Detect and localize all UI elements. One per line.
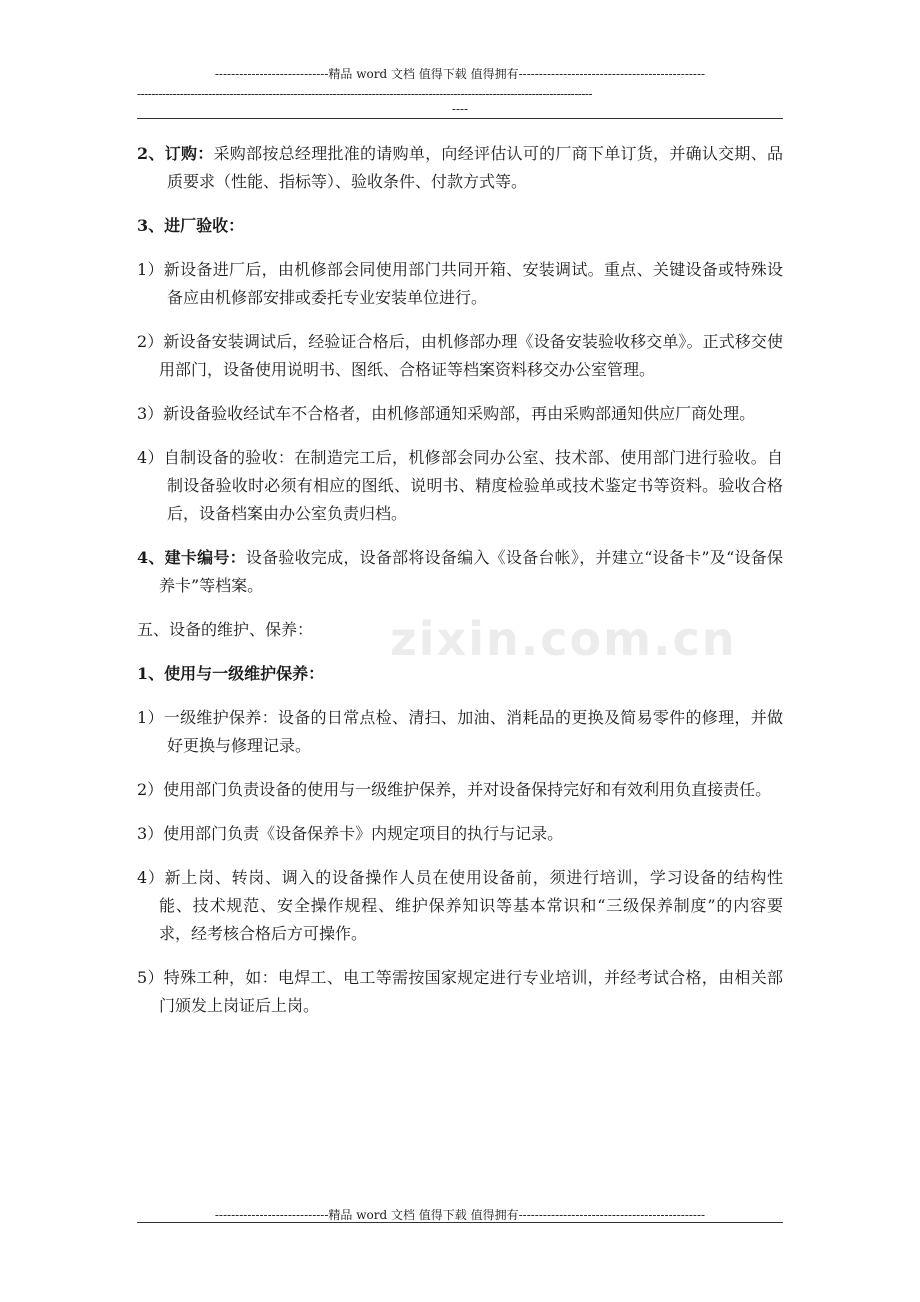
- paragraph-text: 采购部按总经理批准的请购单，向经评估认可的厂商下单订货，并确认交期、品质要求（性能、指标等）、验收条件、付款方式等。: [167, 144, 783, 191]
- section-heading-level-one: 1、使用与一级维护保养：: [137, 664, 325, 683]
- section-heading-card-numbering: 4、建卡编号：: [137, 548, 246, 567]
- footer-rule: [137, 1222, 783, 1223]
- paragraph-text: 5）特殊工种，如：电焊工、电工等需按国家规定进行专业培训，并经考试合格，由相关部门颁发上岗证后上岗。: [137, 968, 783, 1015]
- list-item-maintenance-5: [137, 964, 783, 1020]
- paragraph-ordering: [137, 140, 783, 196]
- list-item-maintenance-2: [137, 776, 783, 804]
- paragraph-text: 设备验收完成，设备部将设备编入《设备台帐》，并建立“设备卡”及“设备保养卡”等档案。: [159, 548, 783, 595]
- paragraph-text: 五、设备的维护、保养：: [137, 620, 314, 639]
- paragraph-text: 3）新设备验收经试车不合格者，由机修部通知采购部，再由采购部通知供应厂商处理。: [137, 404, 756, 423]
- paragraph-text: 3）使用部门负责《设备保养卡》内规定项目的执行与记录。: [137, 824, 564, 843]
- list-item-acceptance-4: [137, 444, 783, 528]
- paragraph-text: 4）自制设备的验收：在制造完工后，机修部会同办公室、技术部、使用部门进行验收。自制设备验收时必须有相应的图纸、说明书、精度检验单或技术鉴定书等资料。验收合格后，设备档案由办公室负责归档。: [137, 448, 783, 523]
- list-item-maintenance-1: [137, 704, 783, 760]
- list-item-acceptance-3: [137, 400, 783, 428]
- document-body: [137, 140, 783, 1032]
- chapter-heading-maintenance: [137, 616, 783, 644]
- list-item-acceptance-1: [137, 256, 783, 312]
- page-header-banner: ----------------------------精品 word 文档 值得下载 值得拥有----------------------------------------------: [214, 67, 706, 81]
- page-header-dash-tail: ----: [451, 102, 469, 116]
- site-watermark: zixin.com.cn: [390, 612, 737, 666]
- paragraph-text: 1）一级维护保养：设备的日常点检、清扫、加油、消耗品的更换及简易零件的修理，并做好更换与修理记录。: [137, 708, 783, 755]
- paragraph-text: 2）新设备安装调试后，经验证合格后，由机修部办理《设备安装验收移交单》。正式移交使用部门，设备使用说明书、图纸、合格证等档案资料移交办公室管理。: [137, 332, 783, 379]
- paragraph-card-numbering: [137, 544, 783, 600]
- list-item-acceptance-2: [137, 328, 783, 384]
- paragraph-level-one-heading: [137, 660, 783, 688]
- page-footer-banner: ----------------------------精品 word 文档 值得下载 值得拥有----------------------------------------------: [214, 1208, 706, 1222]
- page-header-dash-line: --------------------------------------------------------------------------------------------------------------------------------: [137, 87, 592, 101]
- list-item-maintenance-3: [137, 820, 783, 848]
- header-rule: [137, 118, 783, 119]
- section-heading-ordering: 2、订购：: [137, 144, 214, 163]
- paragraph-acceptance-heading: [137, 212, 783, 240]
- paragraph-text: 4）新上岗、转岗、调入的设备操作人员在使用设备前，须进行培训，学习设备的结构性能、技术规范、安全操作规程、维护保养知识等基本常识和“三级保养制度”的内容要求，经考核合格后方可操作。: [137, 868, 783, 943]
- list-item-maintenance-4: [137, 864, 783, 948]
- paragraph-text: 2）使用部门负责设备的使用与一级维护保养，并对设备保持完好和有效利用负直接责任。: [137, 780, 772, 799]
- paragraph-text: 1）新设备进厂后，由机修部会同使用部门共同开箱、安装调试。重点、关键设备或特殊设备应由机修部安排或委托专业安装单位进行。: [137, 260, 783, 307]
- section-heading-acceptance: 3、进厂验收：: [137, 216, 245, 235]
